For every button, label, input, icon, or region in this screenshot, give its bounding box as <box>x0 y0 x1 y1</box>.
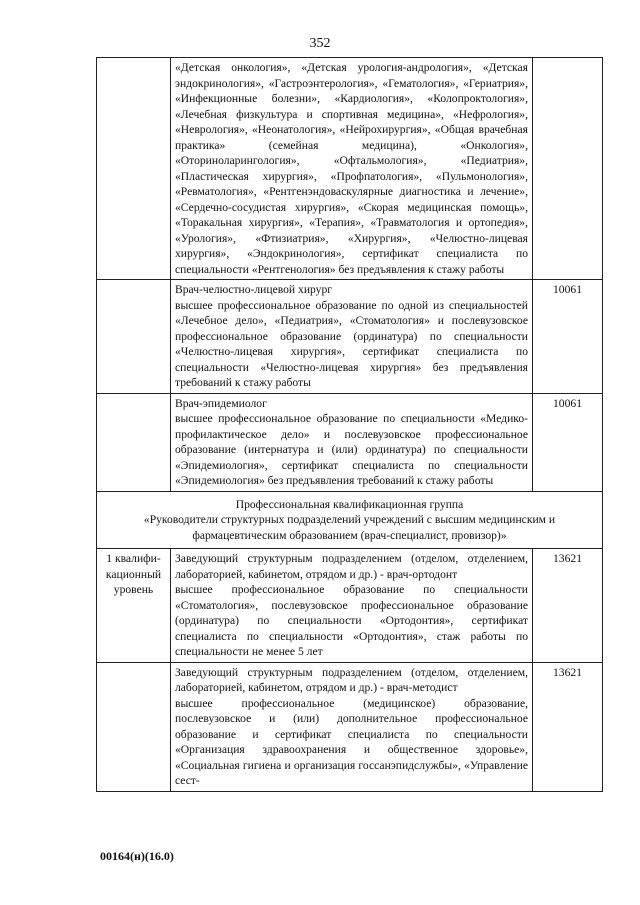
group-heading: Профессиональная квалификационная группа «Руководители структурных подразделений учреждений с высшим медицинским и фармацевтическим образованием (врач-специалист, провизор)» <box>97 491 603 549</box>
position-requirements-cell <box>171 393 533 491</box>
requirements-text: Заведующий структурным подразделением (отделом, отделением, лабораторией, кабинетом, отрядом и др.) - врач-методист высшее профессиональное (медицинское) образование, послевузовское и (или) дополнительное профессиональное образование и сертификат специалиста по специальности «Организация здравоохранения и общественное здоровье», «Социальная гигиена и организация госсанэпидслужбы», «Управление сест- <box>175 665 528 787</box>
requirements-text: Заведующий структурным подразделением (отделом, отделением, лабораторией, кабинетом, отрядом и др.) - врач-ортодонт высшее профессиональное образование по специальности «Стоматология», послевузовское профессиональное образование (ординатура) по специальности «Ортодонтия», сертификат специалиста по специальности «Ортодонтия», стаж работы по специальности не менее 5 лет <box>175 552 528 658</box>
salary-code: 13621 <box>553 665 582 679</box>
table-row <box>97 280 603 394</box>
qualification-level-cell <box>97 549 171 663</box>
requirements-text: «Детская онкология», «Детская урология-андрология», «Детская эндокринология», «Гастроэнтерология», «Гематология», «Гериатрия», «Инфекционные болезни», «Кардиология», «Колопроктология», «Лечебная физкультура и спортивная медицина», «Нефрология», «Неврология», «Неонатология», «Нейрохирургия», «Общая врачебная практика» (семейная медицина), «Онкология», «Оториноларингология», «Офтальмология», «Педиатрия», «Пластическая хирургия», «Профпатология», «Пульмонология», «Ревматология», «Рентгенэндоваскулярные диагностика и лечение», «Сердечно-сосудистая хирургия», «Скорая медицинская помощь», «Торакальная хирургия», «Терапия», «Травматология и ортопедия», «Урология», «Фтизиатрия», «Хирургия», «Челюстно-лицевая хирургия», «Эндокринология», сертификат специалиста по специальности «Рентгенология» без предъявления к стажу работы <box>175 61 528 276</box>
table-row <box>97 393 603 491</box>
position-requirements-cell <box>171 280 533 394</box>
qualification-level-cell <box>97 393 171 491</box>
salary-code-cell <box>533 280 603 394</box>
position-requirements-cell <box>171 662 533 791</box>
table-row <box>97 58 603 280</box>
page-number: 352 <box>309 36 331 51</box>
document-footer-code: 00164(н)(16.0) <box>100 849 174 863</box>
table-row <box>97 491 603 549</box>
qualification-level-cell <box>97 280 171 394</box>
salary-code: 10061 <box>553 283 582 296</box>
salary-code: 10061 <box>553 396 582 410</box>
qualification-table <box>96 57 603 792</box>
salary-code-cell <box>533 393 603 491</box>
position-requirements-cell <box>171 549 533 663</box>
qualification-level-cell <box>97 58 171 280</box>
qualification-level-cell <box>97 662 171 791</box>
qualification-level: 1 квалифи- кационный уровень <box>105 552 162 596</box>
table-row <box>97 662 603 791</box>
salary-code-cell <box>533 58 603 280</box>
table-row <box>97 549 603 663</box>
requirements-text: Врач-челюстно-лицевой хирург высшее профессиональное образование по одной из специальностей «Лечебное дело», «Педиатрия», «Стоматология» и послевузовское профессиональное образование (ординатура) по специальности «Челюстно-лицевая хирургия», сертификат специалиста по специальности «Челюстно-лицевая хирургия» без предъявления требований к стажу работы <box>175 283 528 389</box>
requirements-text: Врач-эпидемиолог высшее профессиональное образование по специальности «Медико-профилактическое дело» и послевузовское профессиональное образование (интернатура и (или) ординатура) по специальности «Эпидемиология», сертификат специалиста по специальности «Эпидемиология» без предъявления требований к стажу работы <box>175 396 528 487</box>
salary-code: 13621 <box>553 552 582 565</box>
position-requirements-cell <box>171 58 533 280</box>
salary-code-cell <box>533 662 603 791</box>
salary-code-cell <box>533 549 603 663</box>
